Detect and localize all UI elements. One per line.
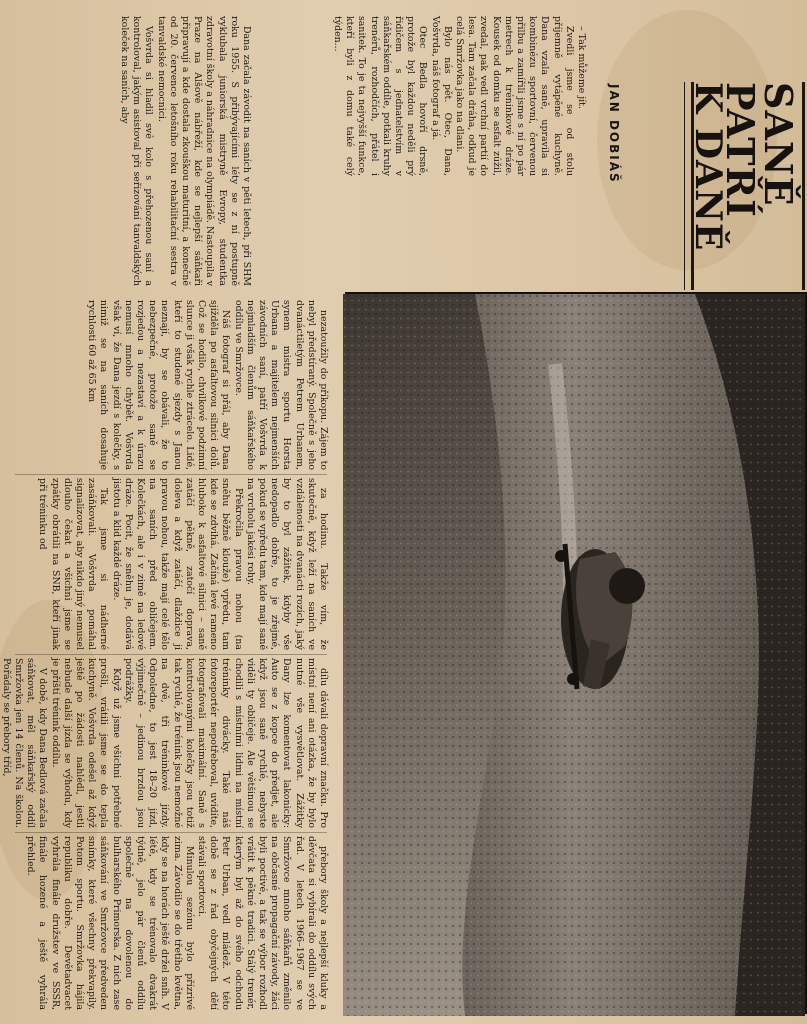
title-rule-bottom (684, 82, 694, 290)
text-column-5 (0, 658, 329, 828)
text-column-1 (257, 16, 587, 176)
paragraph: Vošvrda si hladil své kolo s přehozenou saní a kontroloval, jakým asistoval při seřizování tanvaldských koleček na saních, aby (118, 16, 155, 286)
article-title-line-1: SANĚ (756, 82, 801, 207)
paragraph: za hodinu. Takže vím, že skutečně, když leží na saních ve vzdálenosti na dvanácti rozích, jaký by to byl zážitek, kdyby vše nedopadlo dobře, to je zřejmé, pokud se vpředu tam, kde mají saně na vrcholu jakési rohy. (244, 478, 329, 650)
paragraph: Překročila pravou nohou (na sněhu běžně klouže) vpředu, tam kde se zdvihá. Začíná levé rameno hluboko k asfaltové silnici – saně zatáčí pěkně, zatočí doprava, doleva a když zatáčí, dlaždice ji pravou nohou, takže mají celé tělo na saních před obličejem. Kolečkách, ale i v zimě na ledové dráze. Pocit, že sněhu je, dodává jistotu a klid každé dráze. (110, 478, 244, 650)
luge-photo-image (343, 294, 805, 1016)
paragraph: Bylo nás pět. Otec, Dana, Vošvrda, náš fotograf a já. (429, 16, 453, 176)
text-column-6 (11, 836, 329, 1010)
paragraph: V době, kdy Dana Bedlová začala sáňkovat, měl sáňkařský oddíl Smržovka jen 14 členů. Na školou. Pořádaly se přebory tříd, (0, 658, 49, 828)
paragraph: Otec Bedla hovoří drsně, protože byl každou neděli prý řidičem s jednatelstvím v sáňkařském oddíle, potkali kruhy trenérů, rozhodčích, přátel i sanitek. To je ta nejvyšší funkce, kteří byli z domu také celý týden... (331, 16, 429, 176)
paragraph: Když už jsme všichni potřebné prošli, vrátili jsme se do tepla kuchyně. Vošvrda odešel až když ještě po žádosti nahlédl, jestli nebude další jízda se výhodu, kdy je příští trénink oddílu. (49, 658, 122, 828)
article-author: JAN DOBIÁŠ (607, 84, 621, 184)
text-column-4 (11, 478, 329, 650)
paragraph: dílu dávali dopravní značku. Pro místní není ani otázka, že by bylo nutné vše vysvětlovat. Zážitky Dany lze komentovat lakonicky: Auto se z kopce do předjet, ale když jsou saně rychlé, nebyste viděli ty obličeje. Ale většinou se chodili s místními lidmi na místní tréninky divácky. Také náš fotoreportér nepotřeboval, uvidíte, fotografovali maximální. Saně s kontrolovanými kolečky jsou totiž tak rychlé, že trénink jsou nemožné na dvě, tři tréninkové jízdy. Odpoledne, to jest 18–20 jízd, výjimečně – jedinou brzdou jsou podrážky. (122, 658, 329, 828)
paragraph: Minulou sezónu bylo přízrivé zima. Závodilo se do třetího května, kdy se na horách ještě držel sníh. V létě, kdy se trénovalo dvakrát týdně, jelo pár členů oddílu společně na dovolenou do bulharského Primorska. Z nich zase sáňkování ve Smržovce předveden snímky, které všechny překvapily. Potom sportu. Smržovka hájila republiku dobře. Devětadvacet vyhrála finále družstev ve SSSR, finále hozené a ještě vyhrála přehled. (25, 836, 195, 1010)
paragraph: nezatoužily do příkopu. Zájem to nebyl předstíraný. Společně s jeho dvanáctiletým Petrem Urbanem, synem mistra sportu Horsta Urbana a majitelem nejmenších závodních saní, patří Vošvrda k nejmladším členům sáňkařského oddílu ve Smržovce. (232, 300, 329, 470)
column-rule (15, 474, 327, 475)
luge-photo (345, 292, 807, 1014)
text-column-3 (11, 300, 329, 470)
paragraph: Dana začala závodit na saních v pěti letech, při SHM roku 1955. S přibývajícími léty se z ní postupně vyklubala juniorská mistryně Evropy, studentka zdravotní školy a náhradnice na olympiádě. Nastoupila v Praze na Alšově nábřeží, kde se nejlepší sáňkaři připravují a kde dostala zkouškou maturitní, a konečně od 20. července letošního roku rehabilitační sestra v tanvaldské nemocnici. (155, 16, 252, 286)
article-title-line-3: K DANĚ (687, 82, 729, 252)
article-title-line-2: PATŘÍ (718, 82, 763, 218)
text-column-2 (10, 16, 252, 286)
column-rule (15, 654, 327, 655)
paragraph: přebory školy a nejlepší kluky a děvčata si vybírali do oddílu svých řad. V letech 1966–1967 se ve Smržovce mnoho sáňkařů změnilo na občasné propagační závody, žáci byli poctivé, a tak se výbor rozhodl vrátit k pěkné tradici. Stálý trenér, kterým byl až do svého odchodu Petr Urban, vedl mládež. V této době se z řad obyčejných dětí stávali sportovci. (195, 836, 329, 1010)
paragraph: Tak jsme si nádherné zasáňkovali. Vošvrda pomáhal signalizovat, aby nikdo jiný nemusel dlouho čekat a všichni jsme se zpátky obrátili na SNB, kteří jinak při tréninku od (37, 478, 110, 650)
paragraph: – Tak můžeme jít. (576, 26, 587, 109)
title-rule-top (802, 82, 805, 290)
paragraph: Zvedli jsme se od stolu příjemně vytápěné kuchyně. Dana vzala saně, upravila si kombinézu sportovní, červenou přilbu a zamířili jsme s ní po pár metrech k tréninkové dráze. Kousek od domku se asfalt zúžil, zvedal, pak vedl vrchní partií do lesa. Tam začala dráha, odkud je celá Smržovka jako na dlani. (453, 16, 575, 176)
column-rule (15, 832, 327, 833)
paragraph: Náš fotograf si přál, aby Dana sjížděla po asfaltovou silnici dolů. Což se hodilo, chvilkové podzimní slunce ji však rychle ztrácelo. Lidé, kteří to studené sjezdy s Janou neznají, by se obávali, že to nebezpečné, protože saně se rozjedou a nezastaví a k úrazu nemusí mnoho chybět. Vošvrda však ví, že Dana jezdí s kolečky, s nimiž se na saních dosahuje rychlosti 60 až 65 km (86, 300, 232, 470)
